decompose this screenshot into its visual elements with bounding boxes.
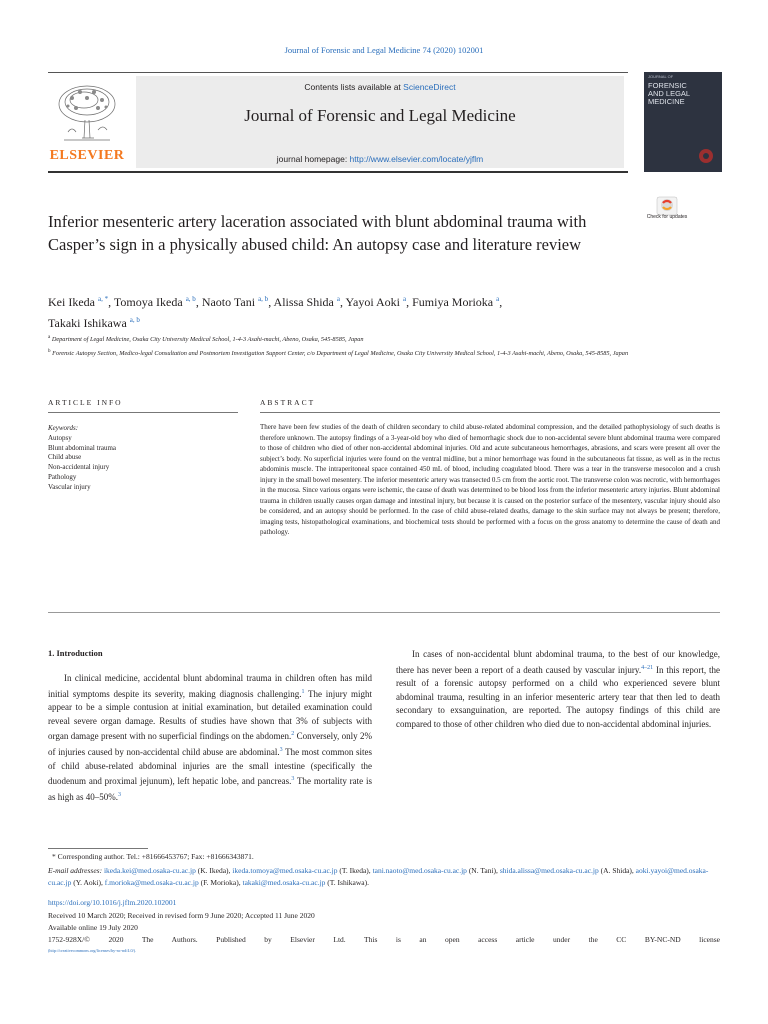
keyword[interactable]: Blunt abdominal trauma: [48, 443, 117, 452]
cover-title-line: AND LEGAL: [648, 89, 691, 98]
journal-cover[interactable]: [644, 72, 722, 172]
email-link[interactable]: takaki@med.osaka-cu.ac.jp: [242, 877, 326, 887]
keyword[interactable]: Child abuse: [48, 453, 82, 462]
citation-link[interactable]: 3: [118, 791, 121, 798]
author-name: Fumiya Morioka: [412, 295, 494, 309]
email-link[interactable]: f.morioka@med.osaka-cu.ac.jp: [104, 877, 199, 887]
footnote-rule: [48, 848, 148, 849]
journal-homepage: [136, 154, 624, 164]
doi-link[interactable]: https://doi.org/10.1016/j.jflm.2020.102001: [48, 898, 177, 907]
available-online-date: Available online 19 July 2020: [48, 923, 138, 932]
journal-info-panel: [136, 76, 624, 168]
journal-title: Journal of Forensic and Legal Medicine: [244, 106, 516, 125]
keyword[interactable]: Autopsy: [48, 433, 72, 442]
author[interactable]: [412, 295, 499, 309]
paragraph-text: The injury might appear to be a simple contusion at initial examination, but detailed examination could reveal severe organ damage. Results of studies have shown that 3% of subjects with organ damage present with no superficial findings on the abdomen.: [48, 688, 372, 742]
email-link[interactable]: shida.alissa@med.osaka-cu.ac.jp: [499, 866, 599, 875]
article-info-heading: ARTICLE INFO: [48, 398, 123, 407]
article-title: Inferior mesenteric artery laceration associated with blunt abdominal trauma with Casper’s sign in a physically abused child: An autopsy case and literature review: [48, 212, 587, 254]
affiliation-a: [48, 335, 728, 343]
keyword[interactable]: Non-accidental injury: [48, 463, 110, 472]
keyword[interactable]: Pathology: [48, 472, 77, 481]
received-dates: Received 10 March 2020; Received in revised form 9 June 2020; Accepted 11 June 2020: [48, 911, 315, 920]
cover-small-label: JOURNAL OF: [648, 74, 674, 79]
author-affiliation-mark[interactable]: a: [403, 295, 407, 303]
author-affiliation-mark[interactable]: a, b: [129, 316, 140, 324]
check-updates-icon: [646, 196, 688, 216]
author-affiliation-mark[interactable]: a: [336, 295, 340, 303]
author[interactable]: [48, 295, 108, 309]
contents-availability: [136, 82, 624, 92]
intro-paragraph-2: [396, 648, 720, 732]
homepage-prefix: journal homepage:: [276, 154, 350, 164]
author-affiliation-mark[interactable]: a: [496, 295, 500, 303]
abstract-heading: ABSTRACT: [260, 398, 316, 407]
paragraph-text: The mortality rate is as high as 40–50%.: [48, 776, 372, 802]
abstract-text: There have been few studies of the death of children secondary to child abuse-related abdominal compression, and the detailed pathophysiology of such deaths is therefore unknown. The autopsy findings of a 3-year-old boy who died of hemorrhagic shock due to non-accidental severe blunt abdominal trauma were compared to those of children who died of other non-accidental abdominal injuries. Old and acute subcutaneous hemorrhages, abrasions, and scars were present all over the subject’s body. No superficial injuries were found on the ventral midline, but a minor hemorrhage was found in the subcutaneous fat tissue, as well as in the rectus abdominis muscle. The intraperitoneal space contained 450 mL of blood, including coagulated blood. There was a tear in the transverse mesocolon and a crush injury in the small bowel mesentery. The inferior mesenteric artery was transected 0.5 cm from the aortic root. The transverse colon was necrotic, with hemorrhages in the mucosa. Since various organs were ischemic, the cause of death was determined to be blood loss from the inferior mesenteric artery injuries. Blunt abdominal trauma in children usually causes organ damage and intestinal injury, but because it is caused on the posterior surface of the mesentery, vascular injury should also be considered, and an autopsy should be performed. In the case of child abuse-related deaths, damage to the skin surface may not always be present; therefore, imaging tests, histopathological examinations, and biochemical tests should be performed with a focus on the gross anatomy to determine the cause of death and pathology.: [260, 423, 720, 536]
citation-link[interactable]: 2: [291, 731, 295, 738]
paragraph-text: The most common sites of child abuse-related abdominal injuries are the small intestine (specifically the duodenum and proximal jejunum), left hepatic lobe, and pancreas.: [48, 746, 372, 787]
keyword[interactable]: Vascular injury: [48, 482, 91, 491]
email-owner: (A. Shida),: [598, 866, 636, 875]
paragraph-text: In this report, the result of a forensic autopsy performed on a child who experienced severe blunt abdominal trauma, resulting in an inferior mesenteric artery tear that then led to death secondary to exsanguination, are reported. The autopsy findings of this child are compared to those of other children who died due to non-accidental abdominal injuries.: [396, 664, 720, 729]
keywords-block: [48, 424, 238, 493]
intro-paragraph-1: [48, 672, 372, 804]
keywords-label: Keywords:: [48, 424, 79, 432]
email-owner: (F. Morioka),: [198, 877, 243, 887]
email-link[interactable]: ikeda.kei@med.osaka-cu.ac.jp: [103, 866, 196, 875]
license-link[interactable]: (http://creativecommons.org/licenses/by-nc-nd/4.0/).: [48, 948, 137, 953]
citation-link[interactable]: 4–21: [641, 664, 654, 671]
citation-link[interactable]: 3: [291, 776, 295, 783]
email-label: E-mail addresses:: [48, 866, 104, 875]
author-list: Kei Ikeda $^{a, *}$, Tomoya Ikeda $^{a, b}$, Naoto Tani $^{a, b}$, Alissa Shida $^a$, Yayoi Aoki $^a$, Fumiya Morioka $^a$, Takaki Ishikawa $^{a, b}$: [48, 295, 503, 330]
affiliation-text: Forensic Autopsy Section, Medico-legal Consultation and Postmortem Investigation Support Center, c/o Department of Legal Medicine, Osaka City University Medical School, 1-4-3 Asahi-machi, Abeno, Osaka, 545-8585, Japan: [52, 350, 629, 358]
email-owner: (Y. Aoki),: [71, 877, 105, 887]
author-affiliation-mark[interactable]: a, b: [185, 295, 196, 303]
author[interactable]: [202, 295, 268, 309]
sciencedirect-link[interactable]: ScienceDirect: [403, 82, 456, 92]
cover-title-line: FORENSIC: [648, 81, 687, 90]
email-list: [48, 866, 708, 887]
author[interactable]: [274, 295, 340, 309]
email-owner: (N. Tani),: [466, 866, 500, 875]
paragraph-text: In cases of non-accidental blunt abdominal trauma, to the best of our knowledge, there has never been a report of a death caused by vascular injury.: [396, 649, 720, 675]
elsevier-tree-icon: [54, 80, 120, 146]
paragraph-text: In clinical medicine, accidental blunt abdominal trauma in children often has mild initial symptoms despite its severity, making diagnosis challenging.: [48, 673, 372, 699]
affiliation-mark: b: [48, 349, 51, 354]
affiliation-b: [48, 347, 728, 359]
license-statement: 1752-928X/© 2020 The Authors. Published by Elsevier Ltd. This is an open access article under the CC BY-NC-ND license: [48, 935, 720, 944]
author-affiliation-mark[interactable]: a, b: [258, 295, 269, 303]
homepage-link[interactable]: http://www.elsevier.com/locate/yjflm: [349, 154, 484, 164]
email-owner: (T. Ikeda),: [337, 866, 373, 875]
journal-reference[interactable]: Journal of Forensic and Legal Medicine 74 (2020) 102001: [284, 45, 484, 55]
author[interactable]: [114, 295, 196, 309]
author-name: Alissa Shida: [273, 295, 334, 309]
masthead-top-rule: [48, 72, 628, 73]
author[interactable]: [346, 295, 407, 309]
contents-prefix: Contents lists available at: [304, 82, 404, 92]
author[interactable]: [48, 316, 140, 330]
citation-link[interactable]: 3: [279, 746, 283, 753]
affiliation-mark: a: [48, 335, 51, 340]
citation-link[interactable]: 1: [301, 688, 305, 695]
elsevier-logo[interactable]: [48, 76, 126, 168]
author-name: Tomoya Ikeda: [113, 295, 183, 309]
email-link[interactable]: tani.naoto@med.osaka-cu.ac.jp: [372, 866, 467, 875]
check-updates-label: Check for updates: [646, 214, 688, 220]
affiliation-text: Department of Legal Medicine, Osaka City University Medical School, 1-4-3 Asahi-machi, Abeno, Osaka, 545-8585, Japan: [51, 336, 364, 344]
check-for-updates-button[interactable]: [646, 196, 688, 230]
email-link[interactable]: ikeda.tomoya@med.osaka-cu.ac.jp: [232, 866, 338, 875]
author-affiliation-mark[interactable]: a, *: [97, 295, 109, 303]
email-link[interactable]: aoki.yayoi@med.osaka-cu.ac.jp: [48, 866, 709, 887]
section-divider: [48, 612, 720, 613]
author-name: Yayoi Aoki: [345, 295, 401, 309]
section-heading-introduction: 1. Introduction: [48, 648, 103, 658]
author-name: Kei Ikeda: [48, 295, 95, 309]
author-name: Naoto Tani: [201, 295, 256, 309]
cover-emblem-icon: [696, 146, 716, 166]
email-owner: (K. Ikeda),: [195, 866, 233, 875]
author-name: Takaki Ishikawa: [48, 316, 127, 330]
journal-masthead: [48, 72, 720, 172]
masthead-bottom-rule: [48, 171, 628, 173]
abstract-rule: [260, 412, 720, 413]
email-addresses: [48, 865, 720, 888]
corresponding-author-note: * Corresponding author. Tel.: +81666453767; Fax: +81666343871.: [52, 852, 254, 861]
cover-title-line: MEDICINE: [648, 97, 685, 106]
elsevier-wordmark: ELSEVIER: [49, 148, 125, 163]
email-owner: (T. Ishikawa).: [325, 877, 369, 887]
article-info-rule: [48, 412, 238, 413]
paragraph-text: Conversely, only 2% of injuries caused by non-accidental child abuse are abdominal.: [48, 731, 372, 757]
